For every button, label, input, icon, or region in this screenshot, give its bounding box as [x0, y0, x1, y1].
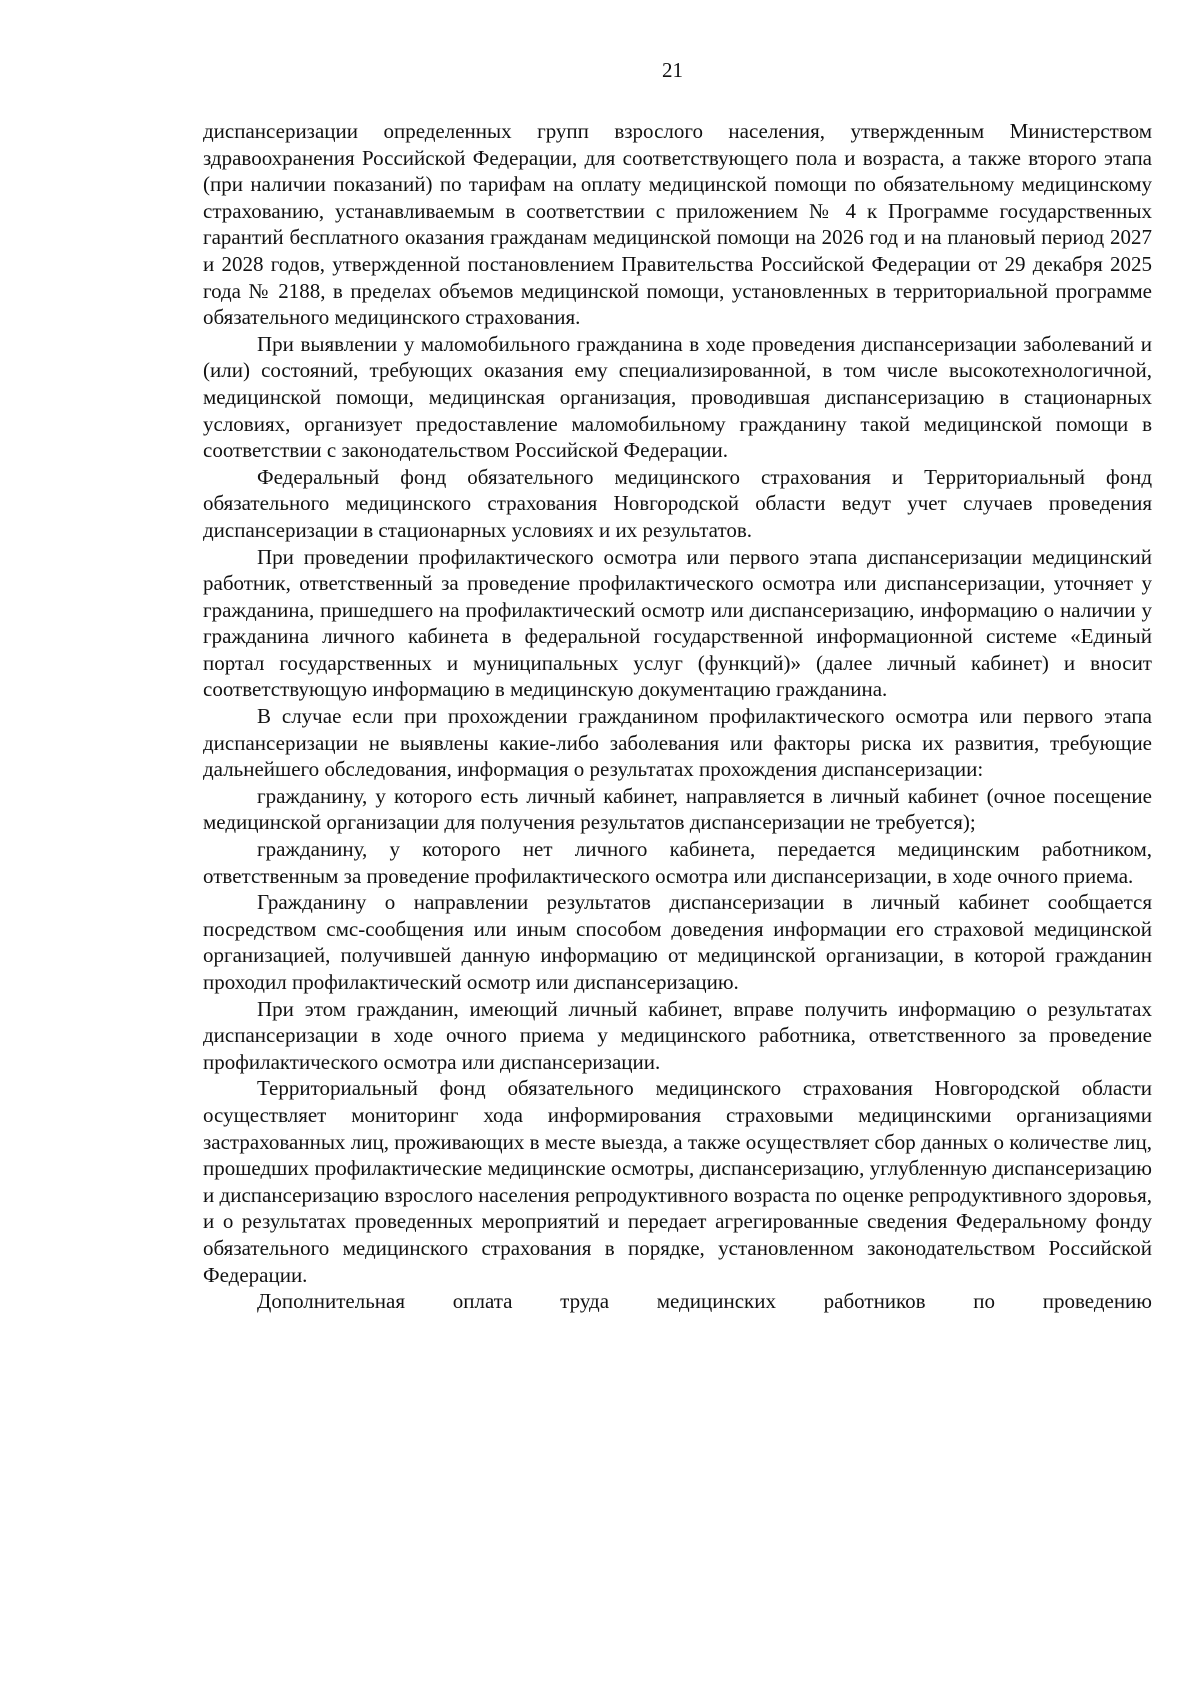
page-number: 21: [662, 58, 683, 82]
paragraph: При проведении профилактического осмотра или первого этапа диспансеризации медицинский работник, ответственный за проведение профилактического осмотра или диспансеризации, уточняет у гражданина, пришедшего на профилактический осмотр или диспансеризацию, информацию о наличии у гражданина личного кабинета в федеральной государственной информационной системе «Единый портал государственных и муниципальных услуг (функций)» (далее личный кабинет) и вносит соответствующую информацию в медицинскую документацию гражданина.: [203, 544, 1152, 702]
paragraph: Гражданину о направлении результатов диспансеризации в личный кабинет сообщается посредством смс-сообщения или иным способом доведения информации его страховой медицинской организацией, получившей данную информацию от медицинской организации, в которой гражданин проходил профилактический осмотр или диспансеризацию.: [203, 890, 1152, 994]
paragraph: гражданину, у которого нет личного кабинета, передается медицинским работником, ответственным за проведение профилактического осмотра или диспансеризации, в ходе очного приема.: [203, 837, 1152, 888]
paragraph-continued: Дополнительная оплата труда медицинских работников по проведению: [257, 1289, 1152, 1314]
paragraph: диспансеризации определенных групп взрослого населения, утвержденным Министерством здравоохранения Российской Федерации, для соответствующего пола и возраста, а также второго этапа (при наличии показаний) по тарифам на оплату медицинской помощи по обязательному медицинскому страхованию, устанавливаемым в соответствии с приложением № 4 к Программе государственных гарантий бесплатного оказания гражданам медицинской помощи на 2026 год и на плановый период 2027 и 2028 годов, утвержденной постановлением Правительства Российской Федерации от 29 декабря 2025 года № 2188, в пределах объемов медицинской помощи, установленных в территориальной программе обязательного медицинского страхования.: [203, 119, 1152, 330]
paragraph: Федеральный фонд обязательного медицинского страхования и Территориальный фонд обязательного медицинского страхования Новгородской области ведут учет случаев проведения диспансеризации в стационарных условиях и их результатов.: [203, 464, 1152, 542]
paragraph: Территориальный фонд обязательного медицинского страхования Новгородской области осуществляет мониторинг хода информирования страховыми медицинскими организациями застрахованных лиц, проживающих в месте выезда, а также осуществляет сбор данных о количестве лиц, прошедших профилактические медицинские осмотры, диспансеризацию, углубленную диспансеризацию и диспансеризацию взрослого населения репродуктивного возраста по оценке репродуктивного здоровья, и о результатах проведенных мероприятий и передает агрегированные сведения Федеральному фонду обязательного медицинского страхования в порядке, установленном законодательством Российской Федерации.: [203, 1076, 1152, 1287]
paragraph: В случае если при прохождении гражданином профилактического осмотра или первого этапа диспансеризации не выявлены какие-либо заболевания или факторы риска их развития, требующие дальнейшего обследования, информация о результатах прохождения диспансеризации:: [203, 704, 1152, 782]
paragraph: При выявлении у маломобильного гражданина в ходе проведения диспансеризации заболеваний и (или) состояний, требующих оказания ему специализированной, в том числе высокотехнологичной, медицинской помощи, медицинская организация, проводившая диспансеризацию в стационарных условиях, организует предоставление маломобильному гражданину такой медицинской помощи в соответствии с законодательством Российской Федерации.: [203, 331, 1152, 463]
document-body: [203, 118, 1152, 1315]
paragraph: гражданину, у которого есть личный кабинет, направляется в личный кабинет (очное посещение медицинской организации для получения результатов диспансеризации не требуется);: [203, 783, 1152, 835]
paragraph: При этом гражданин, имеющий личный кабинет, вправе получить информацию о результатах диспансеризации в ходе очного приема у медицинского работника, ответственного за проведение профилактического осмотра или диспансеризации.: [203, 996, 1152, 1074]
